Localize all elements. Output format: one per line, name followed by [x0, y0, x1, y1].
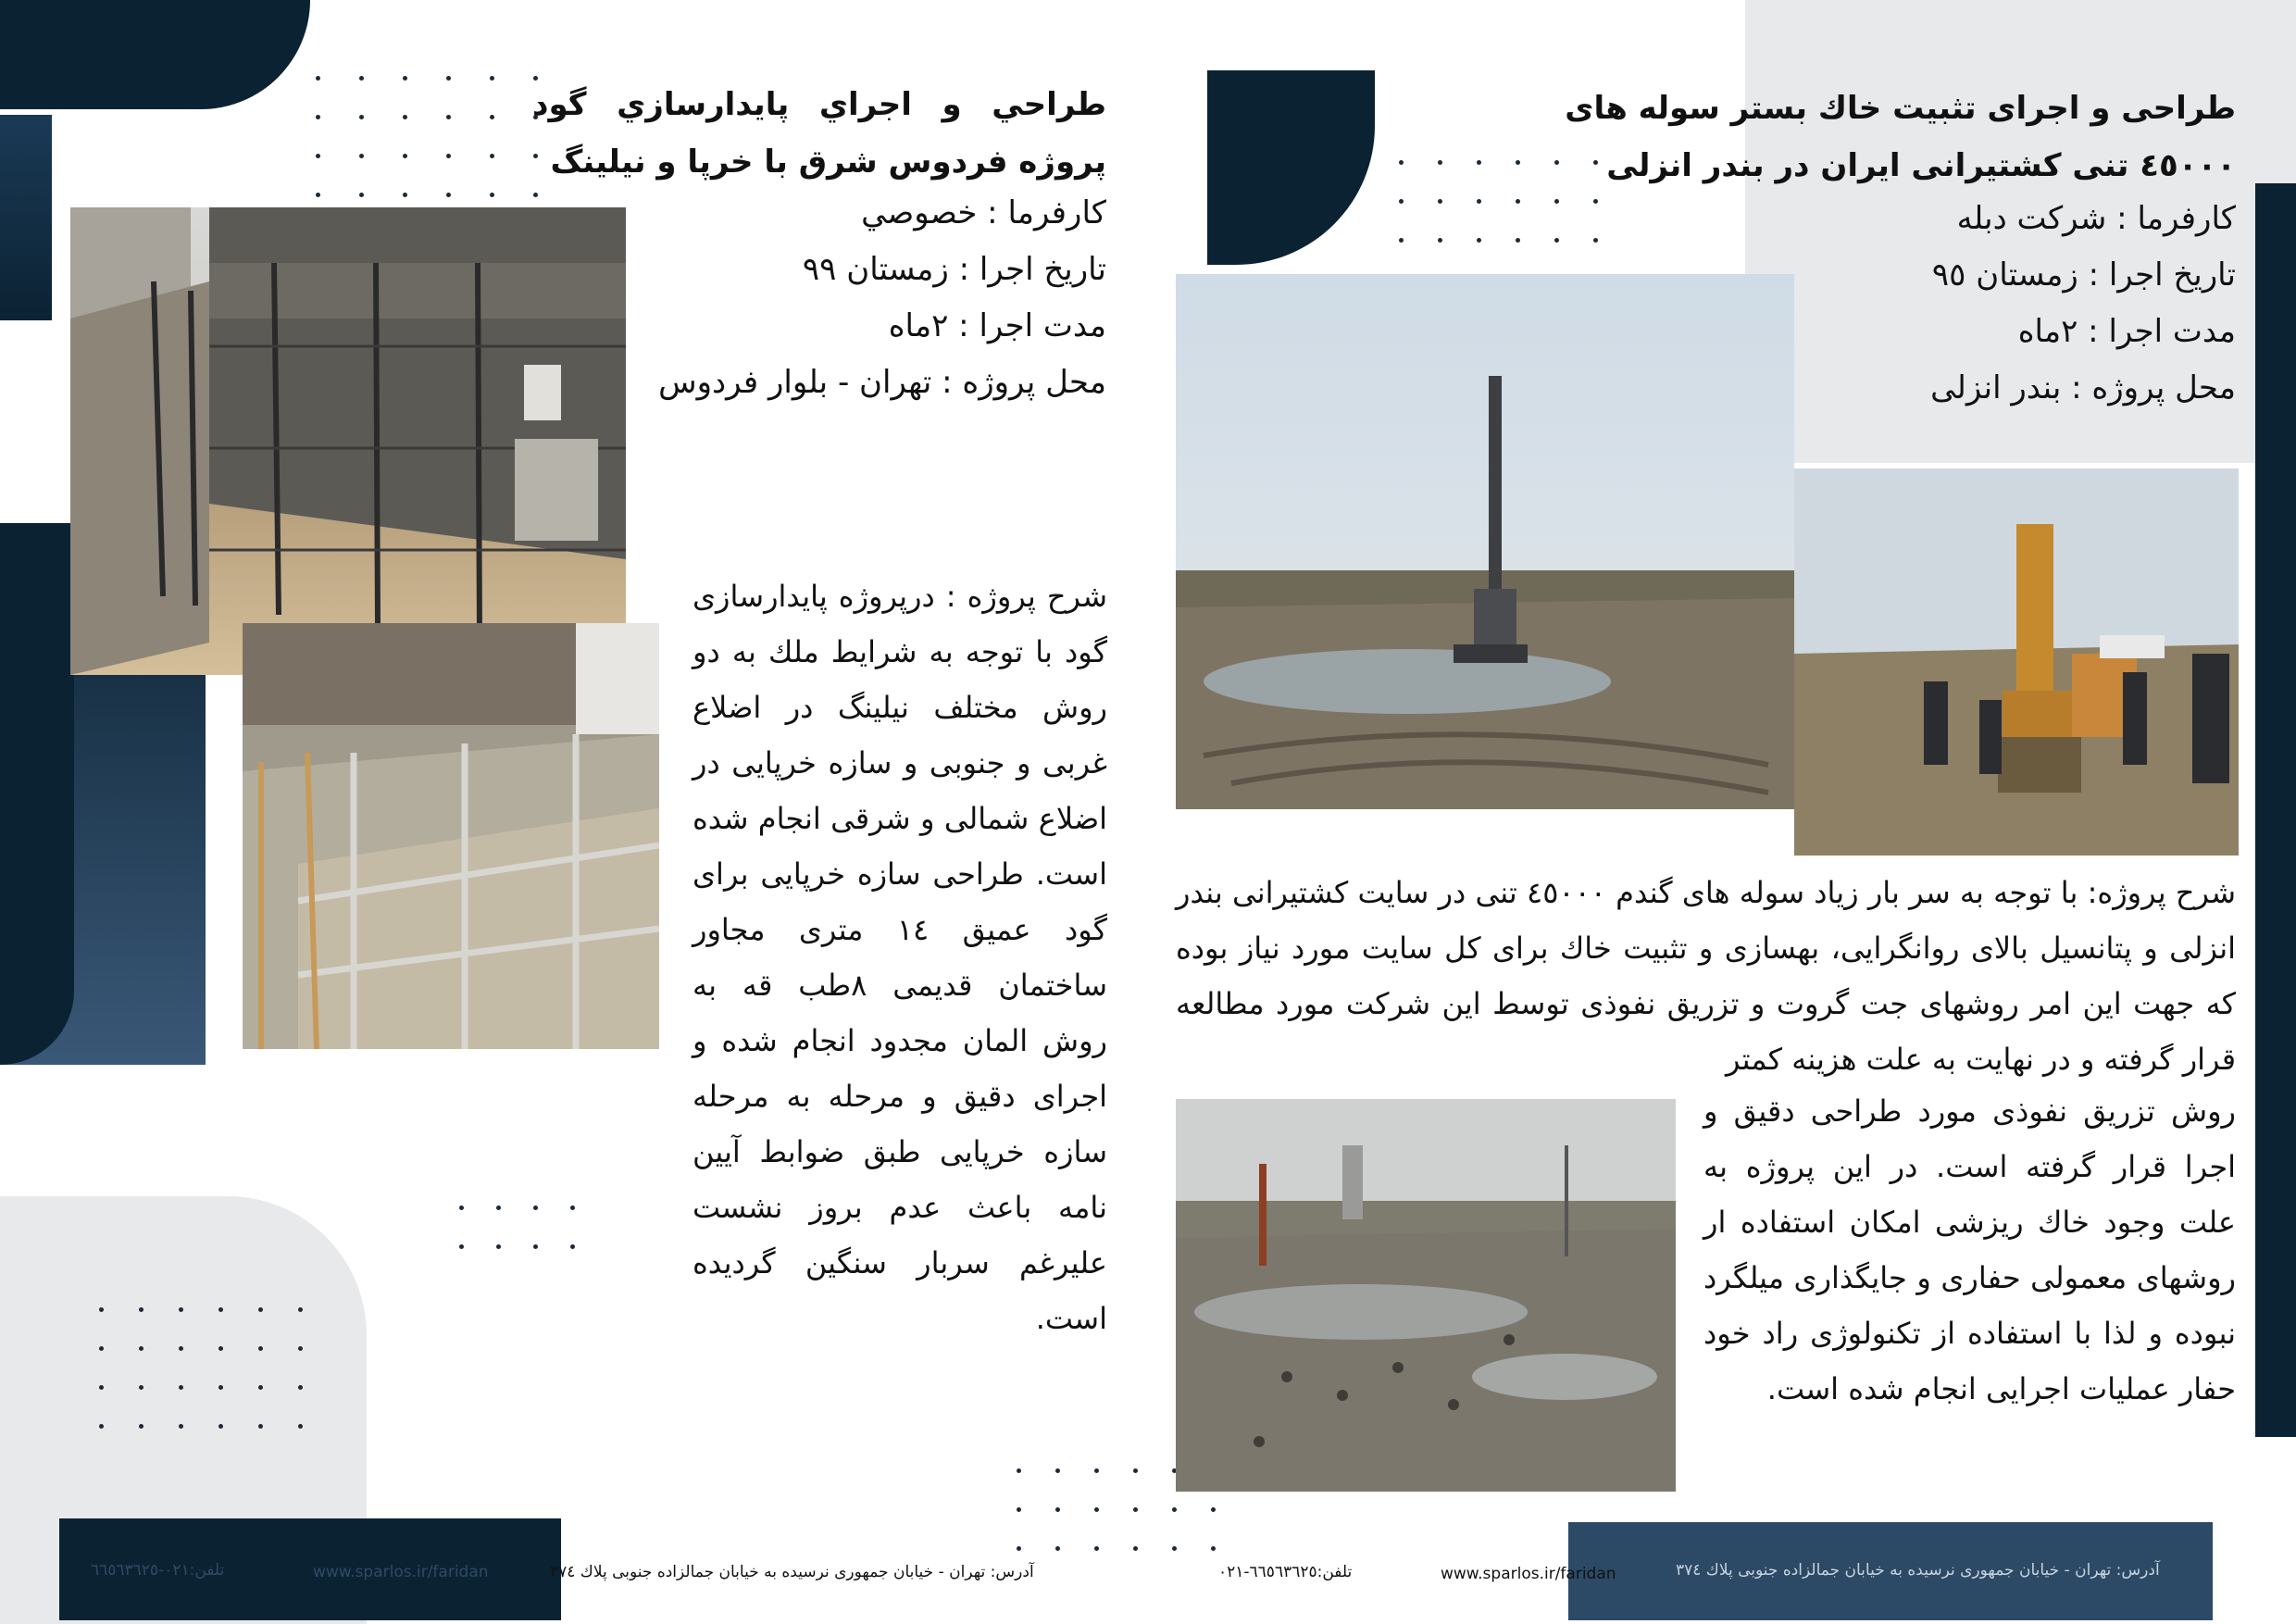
dot-grid-middle-left — [459, 1206, 607, 1283]
left-date: تاريخ اجرا : زمستان ٩٩ — [802, 251, 1106, 288]
right-employer: كارفرما : شرکت دبله — [1956, 200, 2236, 237]
left-project-title: طراحي و اجراي پايدارسازي گود پروژه فردوس شرق با خرپا و نيلينگ — [532, 86, 1106, 181]
footer-left-website[interactable]: www.sparlos.ir/faridan — [313, 1563, 489, 1581]
right-location: محل پروژه : بندر انزلی — [1930, 369, 2236, 406]
right-navy-strip — [2255, 183, 2296, 1437]
footer-right-phone: تلفن:٦٦٥٦٣٦٢٥-٠٢١ — [1218, 1563, 1353, 1581]
right-duration: مدت اجرا : ٢ماه — [2017, 313, 2236, 350]
drill-rig-photo — [1176, 274, 1794, 809]
right-date: تاريخ اجرا : زمستان ٩٥ — [1931, 256, 2236, 294]
left-navy-curve — [0, 523, 74, 1065]
excavation-photo-2 — [243, 623, 659, 1049]
left-blue-strip-top — [0, 115, 52, 320]
footer-right-address: آدرس: تهران - خیابان جمهوری نرسیده به خیابان جمالزاده جنوبی پلاك ٣٧٤ — [1676, 1561, 2160, 1580]
left-location: محل پروژه : تهران - بلوار فردوس — [658, 364, 1106, 401]
top-left-navy-shape — [0, 0, 310, 109]
workers-rig-photo — [1794, 468, 2239, 856]
right-description-top: شرح پروژه: با توجه به سر بار زیاد سوله های گندم ٤٥٠٠٠ تنی در سایت کشتیرانی بندر انزلی و پتانسیل بالای روانگرایی، بهسازی و تثبیت خاك برای کل سایت مورد نیاز بوده که جهت این امر روشهای جت گروت و تزریق نفوذی توسط این شرکت مورد مطالعه قرار گرفته و در نهایت به علت هزینه کمتر — [1176, 875, 2237, 1077]
dot-grid-bottom-left — [99, 1307, 338, 1463]
footer-right-website[interactable]: www.sparlos.ir/faridan — [1441, 1565, 1616, 1583]
left-description: شرح پروژه : درپروژه پایدارسازی گود با توجه به شرایط ملك به دو روش مختلف نیلینگ در اضلاع غربی و جنوبی و سازه خرپایی در اضلاع شمالی و شرقی انجام شده است. طراحی سازه خرپایی برای گود عمیق ١٤ متری مجاور ساختمان قدیمی ٨طب قه به روش المان مجدود انجام شده و اجرای دقیق و مرحله به مرحله سازه خرپایی طبق ضوابط آیین نامه باعث عدم بروز نشست علیرغم سربار سنگین گردیده است. — [693, 579, 1108, 1336]
site-injection-photo — [1176, 1099, 1676, 1492]
footer-left-phone: تلفن:٠٢١-٦٦٥٦٣٦٢٥ — [91, 1561, 225, 1580]
left-employer: كارفرما : خصوصي — [861, 194, 1106, 231]
right-description-bottom: روش تزریق نفوذی مورد طراحی دقیق و اجرا قرار گرفته است. در این پروژه به علت وجود خاك ریزشی امکان استفاده ار روشهای معمولی حفاری و جایگذاری میلگرد نبوده و لذا با استفاده از تکنولوژی راد خود حفار عملیات اجرایی انجام شده است. — [1703, 1093, 2236, 1406]
right-project-title: طراحی و اجرای تثبیت خاك بستر سوله های ٤٥٠٠٠ تنی کشتیرانی ایران در بندر انزلی — [1565, 90, 2236, 184]
excavation-photo-1 — [70, 207, 626, 675]
left-duration: مدت اجرا : ٢ماه — [888, 307, 1106, 344]
center-navy-shape — [1207, 70, 1375, 265]
footer-left-address: آدرس: تهران - خیابان جمهوری نرسیده به خیابان جمالزاده جنوبی پلاك ٣٧٤ — [550, 1563, 1034, 1581]
